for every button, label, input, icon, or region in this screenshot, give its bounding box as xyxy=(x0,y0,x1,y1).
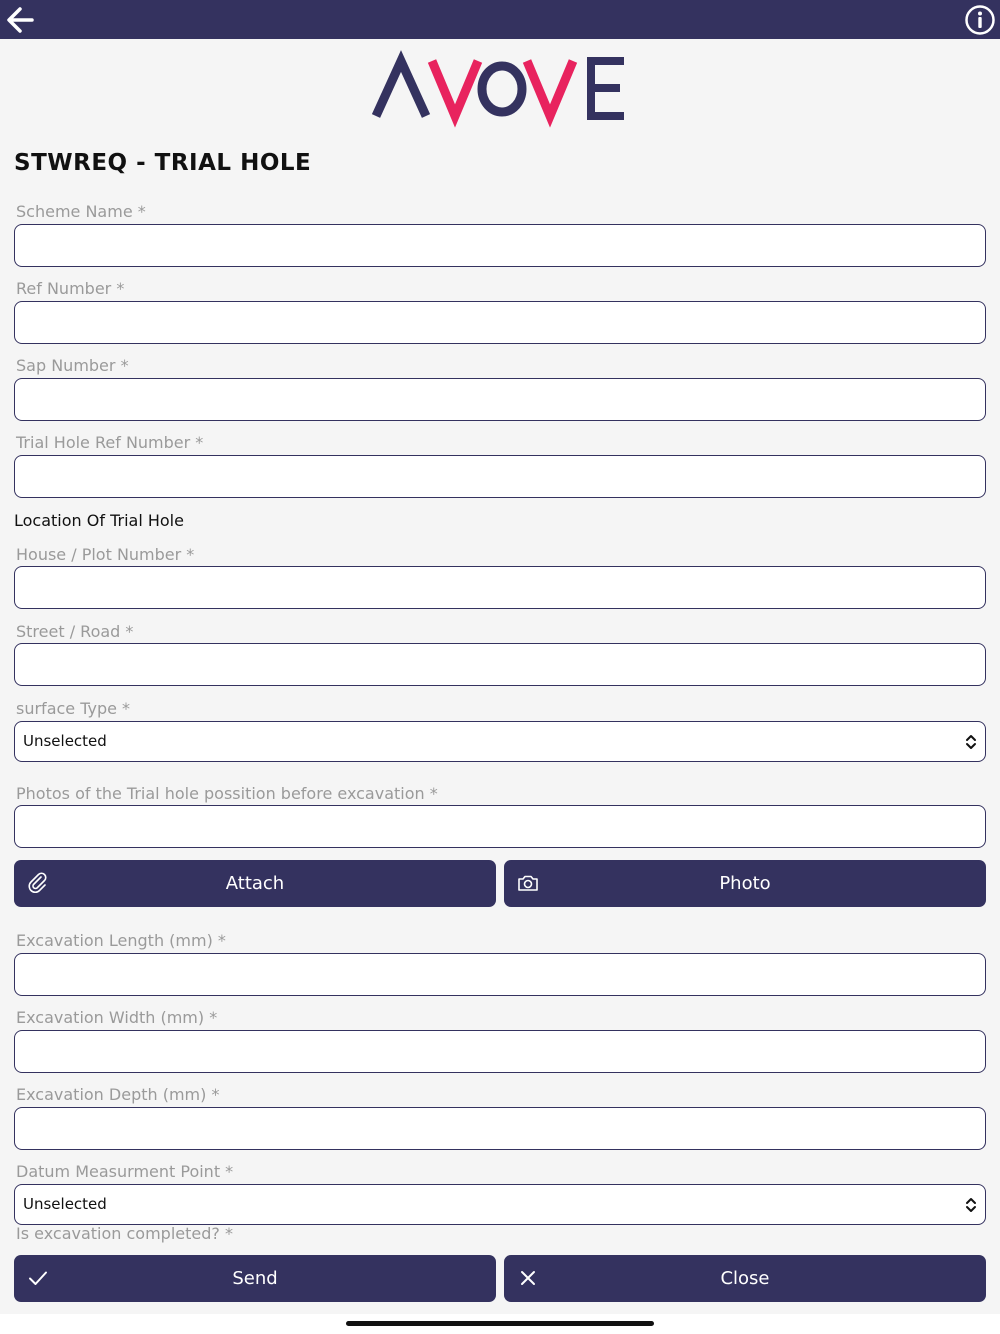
photo-label: Photo xyxy=(719,873,771,894)
ref-number-label: Ref Number * xyxy=(16,279,125,298)
sap-number-input[interactable] xyxy=(14,378,986,421)
scheme-name-input[interactable] xyxy=(14,224,986,267)
location-section-heading: Location Of Trial Hole xyxy=(14,511,184,530)
trial-hole-ref-input[interactable] xyxy=(14,455,986,498)
excavation-depth-label: Excavation Depth (mm) * xyxy=(16,1085,220,1104)
surface-type-select[interactable] xyxy=(14,721,986,762)
house-plot-label: House / Plot Number * xyxy=(16,545,195,564)
partial-field-label: Is excavation completed? * xyxy=(16,1224,233,1243)
photos-input[interactable] xyxy=(14,805,986,848)
page-title: STWREQ - TRIAL HOLE xyxy=(14,150,312,176)
send-button[interactable] xyxy=(14,1255,496,1302)
back-button[interactable] xyxy=(2,4,38,36)
photos-label: Photos of the Trial hole possition before excavation * xyxy=(16,784,438,803)
attach-button[interactable] xyxy=(14,860,496,907)
photo-button[interactable] xyxy=(504,860,986,907)
top-bar xyxy=(0,0,1000,39)
close-button[interactable] xyxy=(504,1255,986,1302)
datum-label: Datum Measurment Point * xyxy=(16,1162,234,1181)
info-circle-icon xyxy=(964,4,996,36)
avove-logo xyxy=(374,56,628,120)
attach-label: Attach xyxy=(225,873,285,894)
arrow-left-icon xyxy=(2,4,38,36)
excavation-depth-input[interactable] xyxy=(14,1107,986,1150)
surface-type-label: surface Type * xyxy=(16,699,131,718)
chevron-up-down-icon xyxy=(965,1196,977,1214)
street-road-input[interactable] xyxy=(14,643,986,686)
excavation-length-input[interactable] xyxy=(14,953,986,996)
scheme-name-label: Scheme Name * xyxy=(16,202,146,221)
datum-value: Unselected xyxy=(23,1195,107,1213)
ref-number-input[interactable] xyxy=(14,301,986,344)
send-label: Send xyxy=(232,1268,278,1289)
chevron-up-down-icon xyxy=(965,733,977,751)
street-road-label: Street / Road * xyxy=(16,622,134,641)
excavation-width-label: Excavation Width (mm) * xyxy=(16,1008,218,1027)
house-plot-input[interactable] xyxy=(14,566,986,609)
sap-number-label: Sap Number * xyxy=(16,356,129,375)
info-button[interactable] xyxy=(964,4,996,36)
datum-select[interactable] xyxy=(14,1184,986,1225)
excavation-length-label: Excavation Length (mm) * xyxy=(16,931,226,950)
home-indicator[interactable] xyxy=(346,1321,654,1326)
close-label: Close xyxy=(720,1268,770,1289)
excavation-width-input[interactable] xyxy=(14,1030,986,1073)
surface-type-value: Unselected xyxy=(23,732,107,750)
trial-hole-ref-label: Trial Hole Ref Number * xyxy=(16,433,204,452)
